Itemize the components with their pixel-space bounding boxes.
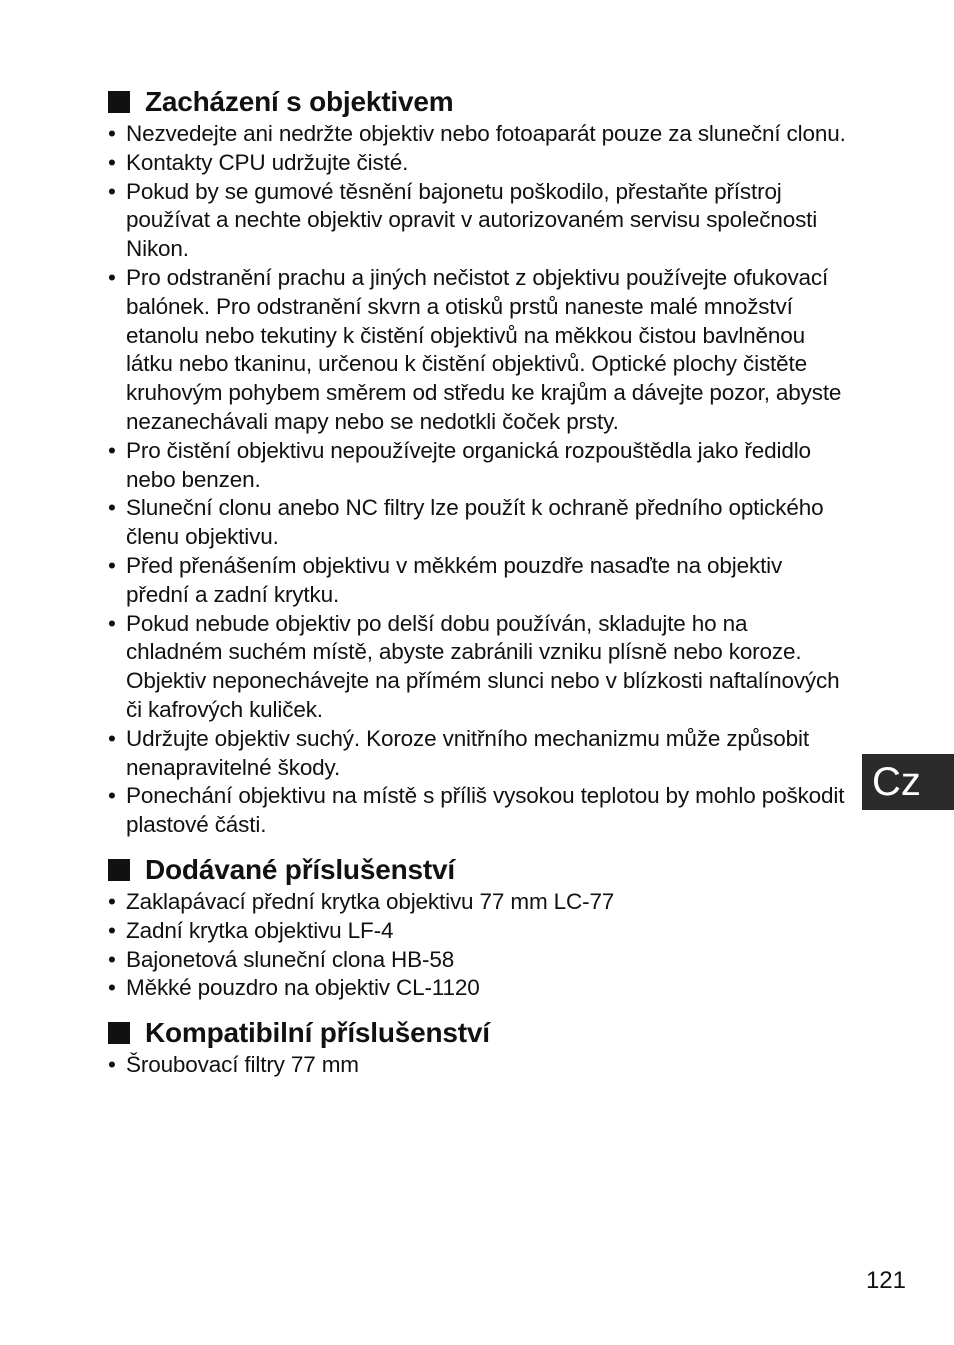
section-supplied-accessories	[108, 852, 848, 1003]
list-item	[108, 178, 848, 264]
page-content	[108, 84, 848, 1080]
list-item	[108, 946, 848, 975]
list-item-text: Pokud nebude objektiv po delší dobu používán, skladujte ho na chladném suchém místě, abyste zabránili vzniku plísně nebo koroze. Objektiv neponechávejte na přímém slunci nebo v blízkosti naftalínových či kafrových kuliček.	[126, 610, 840, 722]
bullet-dot-icon: •	[108, 1052, 116, 1078]
list-item-text: Sluneční clonu anebo NC filtry lze použít k ochraně předního optického členu objektivu.	[126, 495, 824, 550]
bullet-dot-icon: •	[108, 610, 116, 636]
bullet-dot-icon: •	[108, 495, 116, 521]
heading-text: Kompatibilní příslušenství	[145, 1017, 490, 1049]
language-tab: Cz	[862, 754, 954, 810]
bullet-dot-icon: •	[108, 917, 116, 943]
page-number: 121	[865, 1267, 906, 1294]
list-item-text: Ponechání objektivu na místě s příliš vysokou teplotou by mohlo poškodit plastové části.	[126, 783, 845, 838]
list-item	[108, 725, 848, 783]
bullet-dot-icon: •	[108, 178, 116, 204]
list-item	[108, 888, 848, 917]
bullet-dot-icon: •	[108, 121, 116, 146]
bullet-dot-icon: •	[108, 437, 116, 463]
list-item	[108, 917, 848, 946]
list-item	[108, 552, 848, 610]
list-item-text: Kontakty CPU udržujte čisté.	[126, 149, 409, 175]
list-item-text: Šroubovací filtry 77 mm	[126, 1052, 359, 1078]
bullet-dot-icon: •	[108, 975, 116, 1001]
bullet-dot-icon: •	[108, 888, 116, 914]
list-item	[108, 149, 848, 178]
bullet-dot-icon: •	[108, 946, 116, 972]
list-item-text: Měkké pouzdro na objektiv CL-1120	[126, 975, 480, 1001]
bullet-list	[108, 888, 848, 1003]
list-item	[108, 120, 848, 149]
bullet-dot-icon: •	[108, 149, 116, 175]
list-item-text: Pokud by se gumové těsnění bajonetu poškodilo, přestaňte přístroj používat a nechte objektiv opravit v autorizovaném servisu společnosti Nikon.	[126, 178, 818, 262]
section-compatible-accessories	[108, 1015, 848, 1080]
list-item	[108, 494, 848, 552]
list-item	[108, 437, 848, 495]
section-heading	[108, 84, 848, 120]
bullet-dot-icon: •	[108, 725, 116, 751]
section-heading	[108, 852, 848, 888]
list-item	[108, 974, 848, 1003]
square-bullet-icon	[108, 91, 130, 113]
list-item-text: Zaklapávací přední krytka objektivu 77 mm LC-77	[126, 888, 615, 914]
list-item-text: Udržujte objektiv suchý. Koroze vnitřního mechanizmu může způsobit nenapravitelné škody.	[126, 725, 809, 780]
list-item-text: Pro odstranění prachu a jiných nečistot z objektivu používejte ofukovací balónek. Pro odstranění skvrn a otisků prstů naneste malé množství etanolu nebo tekutiny k čistění objektivů na měkkou čistou bavlněnou látku nebo tkaninu, určenou k čistění objektivů. Optické plochy čistěte kruhovým pohybem směrem od středu ke krajům a dávejte pozor, abyste nezanechávali mapy nebo se nedotkli čoček prsty.	[126, 264, 842, 434]
heading-text: Zacházení s objektivem	[145, 86, 454, 117]
section-heading	[108, 1015, 848, 1051]
bullet-dot-icon: •	[108, 552, 116, 578]
list-item	[108, 1051, 848, 1080]
list-item	[108, 782, 848, 840]
list-item	[108, 610, 848, 725]
bullet-dot-icon: •	[108, 783, 116, 809]
list-item-text: Před přenášením objektivu v měkkém pouzdře nasaďte na objektiv přední a zadní krytku.	[126, 552, 783, 607]
bullet-list	[108, 1051, 848, 1080]
list-item	[108, 264, 848, 437]
list-item-text: Zadní krytka objektivu LF-4	[126, 917, 394, 943]
square-bullet-icon	[108, 859, 130, 881]
list-item-text: Nezvedejte ani nedržte objektiv nebo fotoaparát pouze za sluneční clonu.	[126, 121, 846, 146]
square-bullet-icon	[108, 1022, 130, 1044]
heading-text: Dodávané příslušenství	[145, 853, 455, 885]
bullet-list	[108, 120, 848, 840]
section-lens-handling	[108, 84, 848, 840]
bullet-dot-icon: •	[108, 264, 116, 290]
list-item-text: Bajonetová sluneční clona HB-58	[126, 946, 455, 972]
list-item-text: Pro čistění objektivu nepoužívejte organická rozpouštědla jako ředidlo nebo benzen.	[126, 437, 811, 492]
